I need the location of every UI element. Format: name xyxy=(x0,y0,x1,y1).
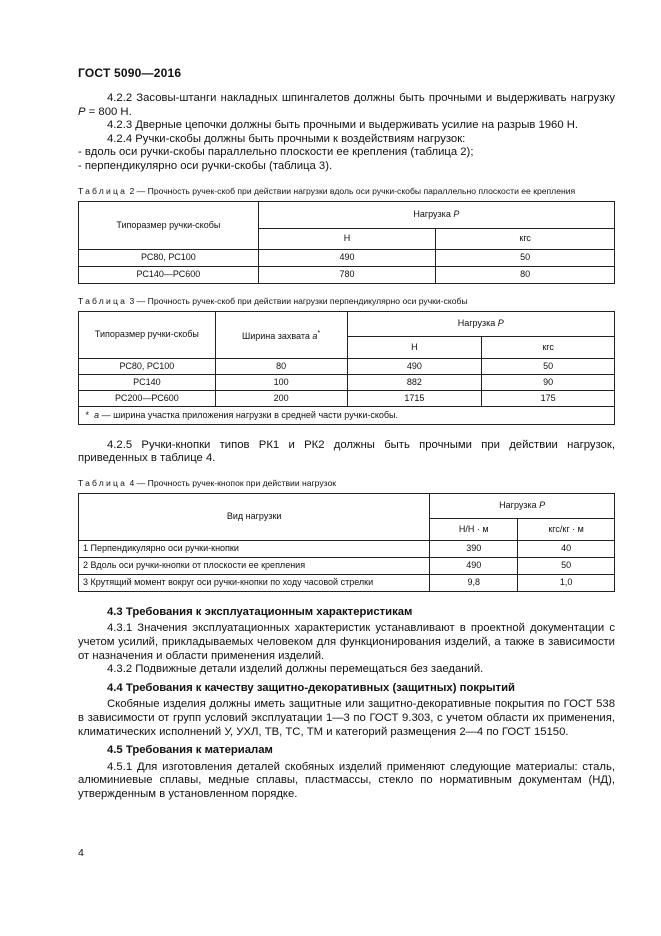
table-4-header-load-label: Нагрузка xyxy=(499,500,537,511)
table-cell: 50 xyxy=(518,557,615,574)
load-variable: P xyxy=(78,105,86,118)
table-2-header-kgs: кгс xyxy=(436,228,615,249)
table-4-header-n: Н/Н · м xyxy=(430,518,518,540)
table-cell: 175 xyxy=(482,390,615,406)
table-cell: РС140 xyxy=(79,374,216,390)
table-2-header-load-var: P xyxy=(453,209,460,220)
clause-4-2-2 xyxy=(78,92,615,119)
table-cell: РС200—РС600 xyxy=(79,390,216,406)
section-4-4-text: Скобяные изделия должны иметь защитные или защитно-декоративные покрытия по ГОСТ 538 в зависимости от групп условий эксплуатации 1—3 по ГОСТ 9.303, с учетом области их применения, климатических исполнений У, УХЛ, ТВ, ТС, ТМ и категорий размещения 2—4 по ГОСТ 15150. xyxy=(78,698,615,738)
clause-4-2-4-dash-1: - вдоль оси ручки-скобы параллельно плоскости ее крепления (таблица 2); xyxy=(78,146,474,159)
table-4-caption xyxy=(78,478,615,489)
clause-4-5-1: 4.5.1 Для изготовления деталей скобяных изделий применяют следующие материалы: сталь, алюминиевые сплавы, медные сплавы, пластмассы, стекло по нормативным документам (НД), утвержденным в установленном порядке. xyxy=(78,760,615,800)
table-cell: 90 xyxy=(482,374,615,390)
table-cell: 490 xyxy=(430,557,518,574)
page-number: 4 xyxy=(78,847,84,859)
table-cell: 780 xyxy=(258,266,436,283)
table-row xyxy=(79,249,615,266)
section-4-3-heading: 4.3 Требования к эксплуатационным характеристикам xyxy=(107,605,413,618)
table-3-caption-text: 3 — Прочность ручек-скоб при действии нагрузки перпендикулярно оси ручки-скобы xyxy=(127,295,468,306)
table-4-caption-text: 4 — Прочность ручек-кнопок при действии нагрузок xyxy=(127,477,337,488)
table-2-header-load-label: Нагрузка xyxy=(413,209,451,220)
table-3-note-row xyxy=(79,406,615,424)
table-3-header-width-label: Ширина захвата xyxy=(241,331,310,342)
table-cell: 50 xyxy=(482,358,615,374)
table-row xyxy=(79,266,615,283)
table-3-header-width xyxy=(215,311,347,358)
table-4-header-load xyxy=(430,493,615,518)
table-cell: РС140—РС600 xyxy=(79,266,259,283)
clause-4-3-1: 4.3.1 Значения эксплуатационных характеристик устанавливают в проектной документации с учетом усилий, прикладываемых человеком для функционирования изделий, а также в зависимости от назначения и области применения изделий. xyxy=(78,622,615,662)
page-content xyxy=(78,92,615,801)
table-2-caption-text: 2 — Прочность ручек-скоб при действии нагрузки вдоль оси ручки-скобы параллельно плоскости ее крепления xyxy=(127,185,576,196)
clause-4-2-4-dash-2: - перпендикулярно оси ручки-скобы (таблица 3). xyxy=(78,159,333,172)
table-row xyxy=(79,358,615,374)
section-4-5-heading: 4.5 Требования к материалам xyxy=(107,744,273,757)
table-2-header-load xyxy=(258,201,614,228)
table-row xyxy=(79,557,615,574)
table-3-header-width-star: * xyxy=(317,328,321,338)
table-row xyxy=(79,540,615,557)
table-cell: 50 xyxy=(436,249,615,266)
clause-4-2-4: 4.2.4 Ручки-скобы должны быть прочными к воздействиям нагрузок: xyxy=(107,132,466,145)
table-4-header-kgs: кгс/кг · м xyxy=(518,518,615,540)
clause-4-2-5: 4.2.5 Ручки-кнопки типов РК1 и РК2 должны быть прочными при действии нагрузок, приведенных в таблице 4. xyxy=(78,438,615,465)
clause-4-2-2-value: = 800 Н. xyxy=(85,105,132,118)
table-3 xyxy=(78,311,615,425)
table-2 xyxy=(78,201,615,284)
table-row xyxy=(79,374,615,390)
table-cell: РС80, РС100 xyxy=(79,358,216,374)
table-cell: 390 xyxy=(430,540,518,557)
table-4-caption-word: Таблица xyxy=(78,477,128,488)
table-cell: 1,0 xyxy=(518,574,615,591)
table-3-header-load-label: Нагрузка xyxy=(457,318,496,329)
table-4-header-load-var: P xyxy=(539,500,546,511)
section-4-4-heading: 4.4 Требования к качеству защитно-декоративных (защитных) покрытий xyxy=(107,681,515,694)
table-cell: 3 Крутящий момент вокруг оси ручки-кнопки по ходу часовой стрелки xyxy=(79,574,430,591)
table-2-caption-word: Таблица xyxy=(78,185,128,196)
table-cell: 882 xyxy=(347,374,482,390)
table-3-header-width-var: a xyxy=(312,331,318,342)
table-cell: 490 xyxy=(347,358,482,374)
table-3-header-load xyxy=(347,311,614,336)
table-row xyxy=(79,390,615,406)
table-cell: 1715 xyxy=(347,390,482,406)
table-3-note xyxy=(79,406,615,424)
table-3-header-load-var: P xyxy=(497,318,504,329)
table-cell: 1 Перпендикулярно оси ручки-кнопки xyxy=(79,540,430,557)
table-3-note-text: — ширина участка приложения нагрузки в средней части ручки-скобы. xyxy=(99,409,399,420)
table-cell: 2 Вдоль оси ручки-кнопки от плоскости ее крепления xyxy=(79,557,430,574)
table-4-header-kind: Вид нагрузки xyxy=(79,493,430,540)
document-header: ГОСТ 5090—2016 xyxy=(78,66,182,80)
table-row xyxy=(79,574,615,591)
table-3-note-var: a xyxy=(94,409,100,420)
clause-4-2-3: 4.2.3 Дверные цепочки должны быть прочными и выдерживать усилие на разрыв 1960 Н. xyxy=(107,119,579,132)
table-3-caption xyxy=(78,296,615,307)
table-cell: 40 xyxy=(518,540,615,557)
table-3-note-star: * xyxy=(85,409,90,420)
table-cell: 200 xyxy=(215,390,347,406)
table-cell: 100 xyxy=(215,374,347,390)
clause-4-3-2: 4.3.2 Подвижные детали изделий должны перемещаться без заеданий. xyxy=(107,663,484,676)
table-3-header-type: Типоразмер ручки-скобы xyxy=(79,311,216,358)
table-3-caption-word: Таблица xyxy=(78,295,128,306)
table-cell: РС80, РС100 xyxy=(79,249,259,266)
table-cell: 9,8 xyxy=(430,574,518,591)
table-2-header-n: Н xyxy=(258,228,436,249)
table-cell: 80 xyxy=(215,358,347,374)
table-2-caption xyxy=(78,186,615,197)
clause-4-2-2-text: 4.2.2 Засовы-штанги накладных шпингалетов должны быть прочными и выдерживать нагрузку xyxy=(107,92,615,104)
table-cell: 490 xyxy=(258,249,436,266)
table-4 xyxy=(78,493,615,592)
table-3-header-n: Н xyxy=(347,336,482,358)
table-cell: 80 xyxy=(436,266,615,283)
table-2-header-type: Типоразмер ручки-скобы xyxy=(79,201,259,249)
table-3-header-kgs: кгс xyxy=(482,336,615,358)
